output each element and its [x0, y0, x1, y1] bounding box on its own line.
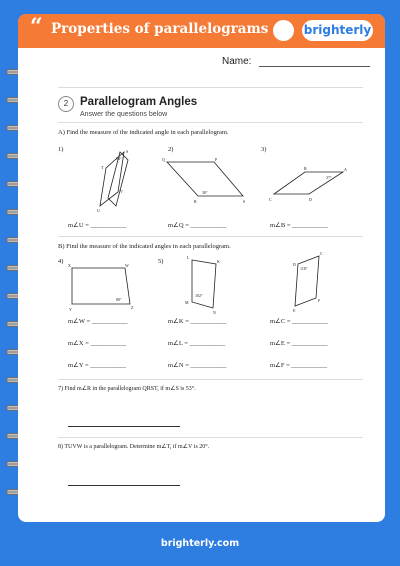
- parallelogram-figure-4: [68, 263, 138, 312]
- name-field[interactable]: [259, 66, 370, 67]
- divider: [58, 236, 363, 237]
- vertex-label: D: [293, 262, 296, 267]
- question-7: 7) Find m∠R in the parallelogram QRST, if m∠S is 53°.: [58, 386, 196, 392]
- circle-icon: [273, 20, 294, 41]
- vertex-label: T: [101, 165, 104, 170]
- worksheet: [18, 14, 385, 522]
- divider: [58, 87, 363, 88]
- problem-number: 1): [58, 146, 64, 153]
- divider: [58, 379, 363, 380]
- vertex-label: S: [243, 199, 246, 204]
- vertex-label: F: [318, 298, 321, 303]
- answer-field[interactable]: m∠U = ___________: [68, 222, 127, 229]
- problem-number: 4): [58, 258, 64, 265]
- answer-field[interactable]: m∠E = ___________: [270, 340, 328, 347]
- vertex-label: X: [68, 263, 71, 268]
- parallelogram-figure-6: [286, 246, 336, 316]
- vertex-label: W: [125, 263, 129, 268]
- part-b-instruction: B) Find the measure of the indicated angles in each parallelogram.: [58, 243, 231, 250]
- problem-number: 3): [261, 146, 267, 153]
- answer-field[interactable]: m∠B = ___________: [270, 222, 328, 229]
- parallelogram-figure-3: [268, 162, 353, 202]
- vertex-label: U: [97, 208, 100, 213]
- footer-url[interactable]: brighterly.com: [160, 538, 240, 549]
- problem-number: 5): [158, 258, 164, 265]
- divider: [58, 122, 363, 123]
- vertex-label: C: [269, 197, 272, 202]
- answer-line[interactable]: [68, 426, 180, 427]
- worksheet-header: [18, 14, 385, 48]
- angle-label: 102°: [195, 293, 203, 298]
- vertex-label: M: [185, 300, 189, 305]
- vertex-label: V: [120, 189, 123, 194]
- divider: [58, 437, 363, 438]
- vertex-label: Y: [69, 307, 72, 312]
- parallelogram-figure-2: [158, 154, 253, 204]
- answer-field[interactable]: m∠C = ___________: [270, 318, 328, 325]
- vertex-label: P: [215, 157, 218, 162]
- vertex-label: N: [213, 310, 216, 315]
- worksheet-title: Properties of parallelograms: [51, 21, 269, 37]
- answer-field[interactable]: m∠Y = ___________: [68, 362, 127, 369]
- name-label: Name:: [222, 56, 252, 67]
- vertex-label: E: [293, 308, 296, 313]
- vertex-label: D: [309, 197, 312, 202]
- answer-field[interactable]: m∠K = ___________: [168, 318, 227, 325]
- angle-label: 37°: [326, 175, 332, 180]
- answer-field[interactable]: m∠F = ___________: [270, 362, 328, 369]
- answer-field[interactable]: m∠W = ___________: [68, 318, 128, 325]
- answer-field[interactable]: m∠Q = ___________: [168, 222, 227, 229]
- part-a-instruction: A) Find the measure of the indicated angle in each parallelogram.: [58, 129, 229, 136]
- brand-logo[interactable]: [302, 20, 373, 41]
- parallelogram-figure-5: [183, 252, 233, 314]
- answer-field[interactable]: m∠L = ___________: [168, 340, 226, 347]
- angle-label: 118°: [300, 266, 308, 271]
- vertex-label: L: [187, 255, 190, 260]
- vertex-label: S: [126, 149, 129, 154]
- answer-field[interactable]: m∠N = ___________: [168, 362, 227, 369]
- angle-label: 80°: [116, 297, 122, 302]
- question-8: 8) TUVW is a parallelogram. Determine m∠T, if m∠V is 20°.: [58, 444, 210, 450]
- vertex-label: K: [217, 259, 220, 264]
- vertex-label: C: [320, 251, 323, 256]
- vertex-label: Q: [162, 157, 165, 162]
- answer-field[interactable]: m∠X = ___________: [68, 340, 127, 347]
- brand-name: brighterly: [303, 23, 372, 37]
- vertex-label: B: [304, 166, 307, 171]
- section-subtitle: Answer the questions below: [80, 111, 168, 118]
- problem-number: 2): [168, 146, 174, 153]
- vertex-label: R: [194, 199, 197, 204]
- section-title: Parallelogram Angles: [80, 96, 198, 108]
- vertex-label: Z: [131, 305, 134, 310]
- answer-line[interactable]: [68, 485, 180, 486]
- angle-label: 30°: [202, 190, 208, 195]
- section-number: 2: [58, 96, 74, 112]
- vertex-label: A: [344, 167, 347, 172]
- parallelogram-figure-1: [78, 146, 138, 221]
- angle-label: 64°: [116, 156, 122, 161]
- quote-icon: “: [30, 14, 43, 40]
